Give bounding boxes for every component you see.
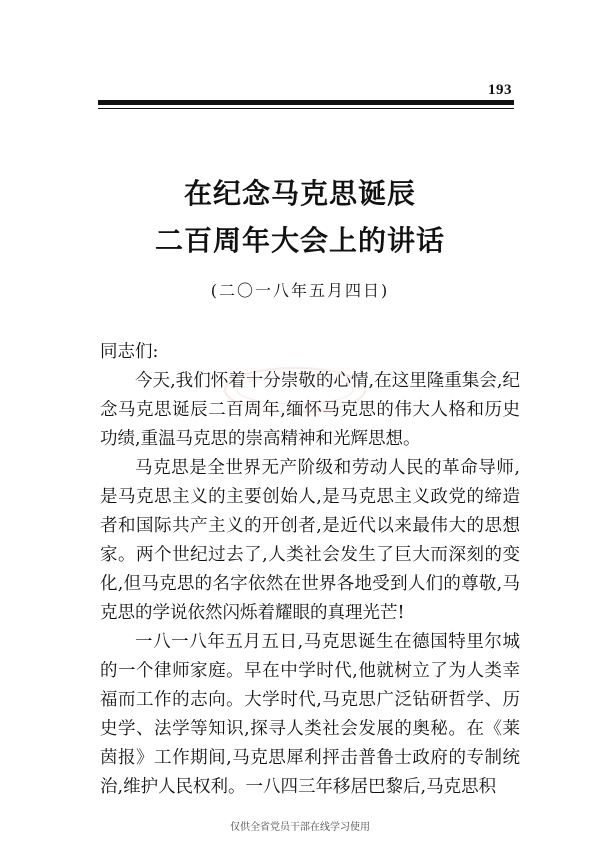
header-rule-thin [98,108,514,109]
paragraph: 马克思是全世界无产阶级和劳动人民的革命导师,是马克思主义的主要创始人,是马克思主义政党的缔造者和国际共产主义的开创者,是近代以来最伟大的思想家。两个世纪过去了,人类社会发生了巨大而深刻的变化,但马克思的名字依然在世界各地受到人们的尊敬,马克思的学说依然闪烁着耀眼的真理光芒! [100,458,520,623]
speech-date: (二〇一八年五月四日) [210,281,390,300]
paragraph: 今天,我们怀着十分崇敬的心情,在这里隆重集会,纪念马克思诞辰二百周年,缅怀马克思的伟大人格和历史功绩,重温马克思的崇高精神和光辉思想。 [100,371,520,449]
paragraph: 一八一八年五月五日,马克思诞生在德国特里尔城的一个律师家庭。早在中学时代,他就树立了为人类幸福而工作的志向。大学时代,马克思广泛钻研哲学、历史学、法学等知识,探寻人类社会发展的奥秘。在《莱茵报》工作期间,马克思犀利抨击普鲁士政府的专制统治,维护人民权利。一八四三年移居巴黎后,马克思积 [100,632,520,797]
speech-title-line-1: 在纪念马克思诞辰 [183,177,416,210]
page-number: 193 [488,82,512,98]
footer-note: 仅供全省党员干部在线学习使用 [230,822,370,833]
header-rule-thick [98,100,514,105]
speech-title-line-2: 二百周年大会上的讲话 [154,224,445,257]
speech-body [100,338,520,802]
salutation: 同志们: [100,342,159,362]
